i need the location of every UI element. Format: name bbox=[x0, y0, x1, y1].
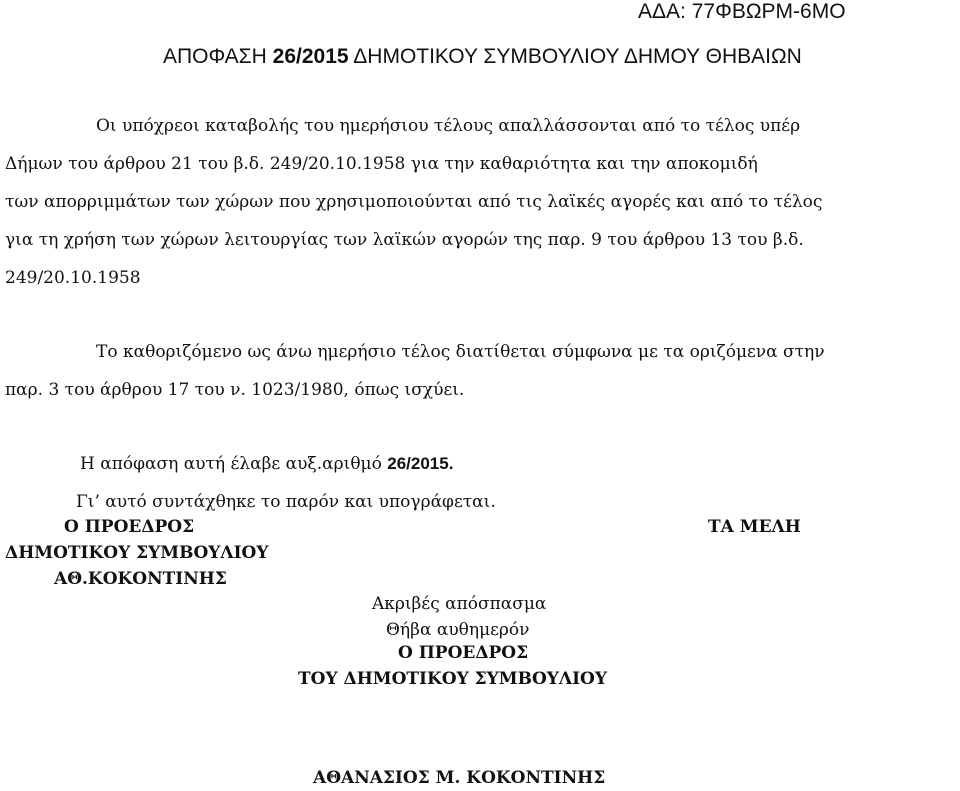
place-date: Θήβα αυθημερόν bbox=[386, 620, 530, 640]
decision-header bbox=[163, 45, 802, 69]
paragraph1-line: για τη χρήση των χώρων λειτουργίας των λαϊκών αγορών της παρ. 9 του άρθρου 13 του β.δ. bbox=[5, 230, 804, 250]
decision-text: Η απόφαση αυτή έλαβε αυξ.αριθμό bbox=[80, 454, 388, 474]
paragraph1-line: Οι υπόχρεοι καταβολής του ημερήσιου τέλους απαλλάσσονται από το τέλος υπέρ bbox=[96, 116, 801, 136]
extract-president-title: Ο ΠΡΟΕΔΡΟΣ bbox=[398, 643, 529, 663]
decision-number: 26/2015. bbox=[387, 454, 454, 473]
accurate-extract: Ακριβές απόσπασμα bbox=[372, 594, 547, 614]
paragraph1-line: Δήμων του άρθρου 21 του β.δ. 249/20.10.1958 για την καθαριότητα και την αποκομιδή bbox=[5, 154, 758, 174]
president-title: Ο ΠΡΟΕΔΡΟΣ bbox=[64, 517, 195, 537]
paragraph2-line: Το καθοριζόμενο ως άνω ημερήσιο τέλος διατίθεται σύμφωνα με τα οριζόμενα στην bbox=[96, 342, 825, 362]
ada-code: ΑΔΑ: 77ΦΒΩΡΜ-6ΜΟ bbox=[638, 0, 846, 23]
president-name: ΑΘ.ΚΟΚΟΝΤΙΝΗΣ bbox=[54, 569, 227, 589]
header-number: 26/2015 bbox=[272, 45, 349, 68]
extract-council: ΤΟΥ ΔΗΜΟΤΙΚΟΥ ΣΥΜΒΟΥΛΙΟΥ bbox=[298, 669, 608, 689]
header-suffix: ΔΗΜΟΤΙΚΟΥ ΣΥΜΒΟΥΛΙΟΥ ΔΗΜΟΥ ΘΗΒΑΙΩΝ bbox=[348, 45, 802, 68]
extract-president-name: ΑΘΑΝΑΣΙΟΣ Μ. ΚΟΚΟΝΤΙΝΗΣ bbox=[313, 768, 606, 788]
members-title: ΤΑ ΜΕΛΗ bbox=[708, 517, 801, 537]
decision-line bbox=[80, 445, 453, 483]
header-prefix: ΑΠΟΦΑΣΗ bbox=[163, 45, 273, 68]
president-council: ΔΗΜΟΤΙΚΟΥ ΣΥΜΒΟΥΛΙΟΥ bbox=[5, 543, 269, 563]
paragraph2-line: παρ. 3 του άρθρου 17 του ν. 1023/1980, όπως ισχύει. bbox=[5, 380, 465, 400]
paragraph1-line: των απορριμμάτων των χώρων που χρησιμοποιούνται από τις λαϊκές αγορές και από το τέλος bbox=[5, 192, 823, 212]
paragraph1-line: 249/20.10.1958 bbox=[5, 268, 141, 288]
signed-line: Γι’ αυτό συντάχθηκε το παρόν και υπογράφεται. bbox=[76, 492, 496, 512]
